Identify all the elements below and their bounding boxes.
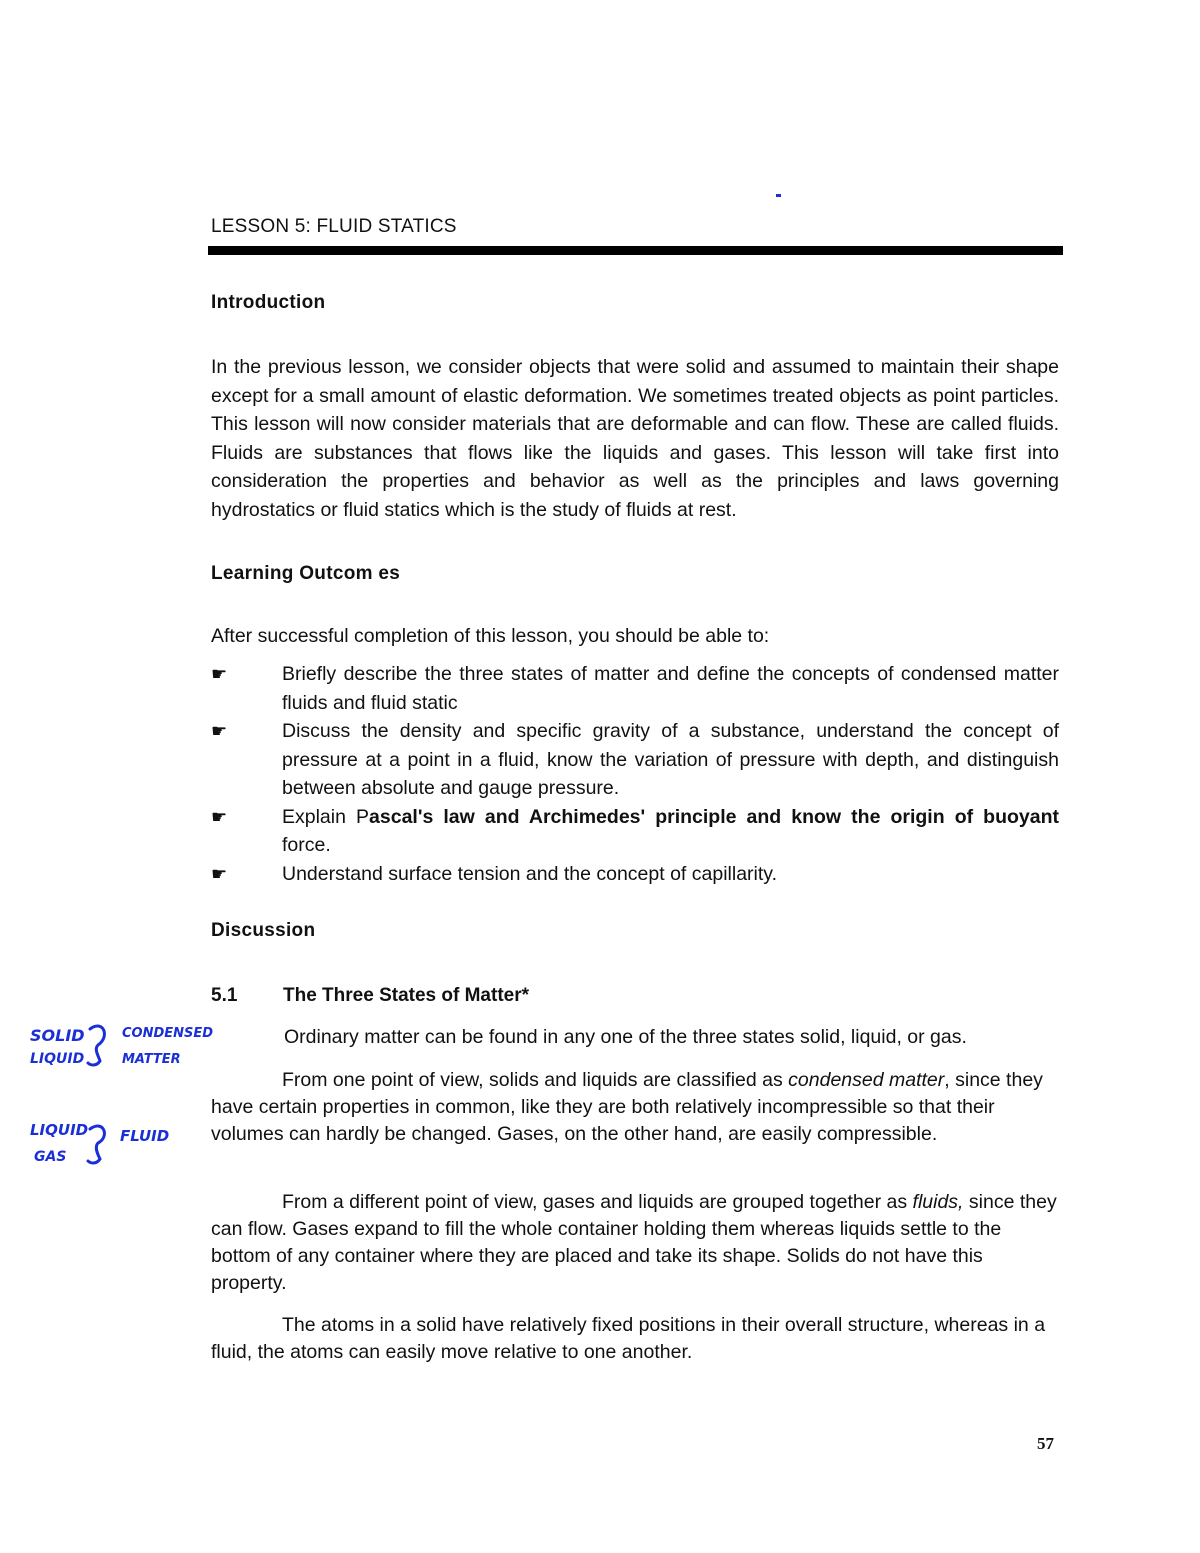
outcome-text-prefix: Explain P — [282, 805, 370, 828]
emphasis: condensed matter — [788, 1069, 945, 1091]
note-word: GAS — [34, 1149, 67, 1165]
outcome-text: Discuss the density and specific gravity of a substance, understand the concept of pressure at a point in a fluid, know the variation of pressure with depth, and distinguish between absolute and gauge pressure. — [282, 720, 1059, 799]
paragraph-text: , since they have certain properties in common, like they are both relatively incompressible so that their volumes can hardly be changed. Gases, on the other hand, are easily compressible. — [211, 1069, 1043, 1145]
brace-mark — [88, 1026, 104, 1065]
pointing-hand-icon: ☛ — [211, 664, 228, 684]
pointing-hand-icon: ☛ — [211, 721, 228, 741]
paragraph — [211, 1067, 1059, 1148]
section-title: The Three States of Matter* — [283, 985, 529, 1006]
lesson-title: LESSON 5: FLUID STATICS — [211, 216, 457, 237]
paragraph-text: From one point of view, solids and liquids are classified as — [282, 1069, 789, 1091]
list-item — [211, 803, 1059, 860]
discussion-heading: Discussion — [211, 920, 316, 941]
outcome-text: Briefly describe the three states of matter and define the concepts of condensed matter fluids and fluid static — [282, 663, 1059, 714]
emphasis: fluids, — [912, 1191, 964, 1213]
list-item — [211, 660, 1059, 717]
note-word: FLUID — [120, 1127, 170, 1145]
note-word: LIQUID — [30, 1051, 85, 1067]
paragraph: Ordinary matter can be found in any one of the three states solid, liquid, or gas. — [284, 1026, 967, 1048]
paragraph-text: The atoms in a solid have relatively fixed positions in their overall structure, whereas in a fluid, the atoms can easily move relative to one another. — [211, 1314, 1046, 1363]
page-number: 57 — [1037, 1434, 1054, 1453]
note-word: SOLID — [30, 1026, 85, 1045]
outcome-text-bold: ascal's law and Archimedes' principle and know the origin of buoyant — [369, 805, 1059, 828]
handwritten-annotation — [24, 1015, 214, 1175]
ink-mark — [776, 194, 781, 197]
paragraph — [211, 1189, 1059, 1297]
brace-mark — [88, 1126, 104, 1163]
paragraph — [211, 1312, 1059, 1366]
outcome-text-suffix: force. — [282, 834, 331, 856]
outcome-text: Understand surface tension and the concept of capillarity. — [282, 862, 778, 885]
section-number: 5.1 — [211, 985, 238, 1006]
introduction-heading: Introduction — [211, 292, 326, 313]
note-word: CONDENSED — [122, 1026, 214, 1041]
list-item — [211, 860, 1059, 889]
paragraph-text: From a different point of view, gases and liquids are grouped together as — [282, 1191, 913, 1213]
note-word: LIQUID — [30, 1121, 89, 1139]
title-rule — [208, 246, 1063, 255]
pointing-hand-icon: ☛ — [211, 806, 228, 827]
introduction-text: In the previous lesson, we consider objects that were solid and assumed to maintain their shape except for a small amount of elastic deformation. We sometimes treated objects as point particles. This lesson will now consider materials that are deformable and can flow. These are called fluids. Fluids are substances that flows like the liquids and gases. This lesson will take first into consideration the properties and behavior as well as the principles and laws governing hydrostatics or fluid statics which is the study of fluids at rest. — [211, 356, 1059, 521]
list-item — [211, 717, 1059, 803]
learning-outcomes-lead: After successful completion of this lesson, you should be able to: — [211, 625, 770, 647]
paragraph-text: since they can flow. Gases expand to fill the whole container holding them whereas liquids settle to the bottom of any container where they are placed and take its shape. Solids do not have this property. — [211, 1191, 1057, 1294]
pointing-hand-icon: ☛ — [211, 863, 228, 884]
note-word: MATTER — [122, 1052, 181, 1067]
outcomes-list — [211, 660, 1059, 888]
learning-outcomes-heading: Learning Outcom es — [211, 563, 401, 584]
